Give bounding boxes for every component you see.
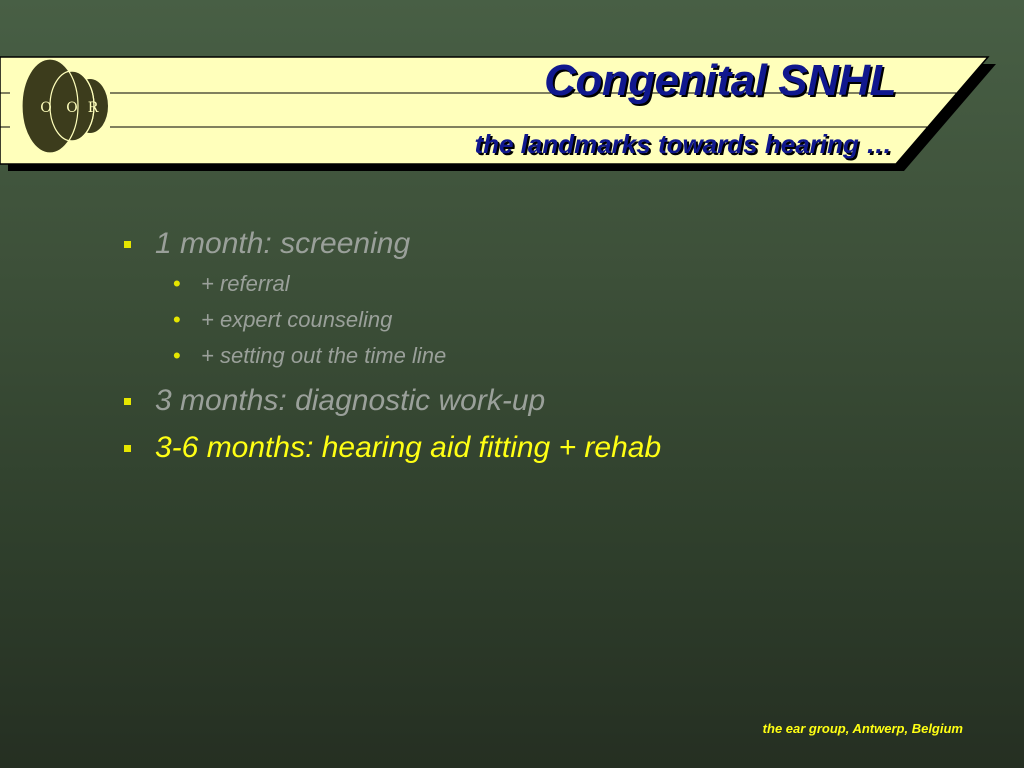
logo-letter-2: O [66, 100, 78, 116]
bullet-item [122, 224, 661, 374]
bullet-text: 3 months: diagnostic work-up [155, 384, 546, 417]
sub-bullet-text: + referral [201, 271, 290, 296]
sub-bullet-item [155, 266, 661, 302]
square-bullet-icon [124, 398, 131, 405]
bullet-text: 3-6 months: hearing aid fitting + rehab [155, 431, 662, 464]
bullet-item [122, 381, 661, 421]
slide-subtitle: the landmarks towards hearing … [474, 129, 892, 159]
sub-bullet-text: + expert counseling [201, 307, 393, 332]
round-bullet-icon: • [173, 271, 181, 296]
sub-bullet-list [155, 266, 661, 374]
logo [10, 59, 110, 158]
sub-bullet-item [155, 302, 661, 338]
sub-bullet-item [155, 338, 661, 374]
square-bullet-icon [124, 241, 131, 248]
logo-letter-3: R [87, 100, 99, 116]
bullet-item-highlighted [122, 428, 661, 468]
footer-credit: the ear group, Antwerp, Belgium [762, 721, 963, 736]
sub-bullet-text: + setting out the time line [201, 343, 447, 368]
bullet-text: 1 month: screening [155, 227, 411, 260]
bullet-list [122, 224, 661, 475]
round-bullet-icon: • [173, 343, 181, 368]
slide-title: Congenital SNHL [544, 56, 896, 105]
square-bullet-icon [124, 445, 131, 452]
round-bullet-icon: • [173, 307, 181, 332]
logo-letter-1: O [40, 100, 52, 116]
